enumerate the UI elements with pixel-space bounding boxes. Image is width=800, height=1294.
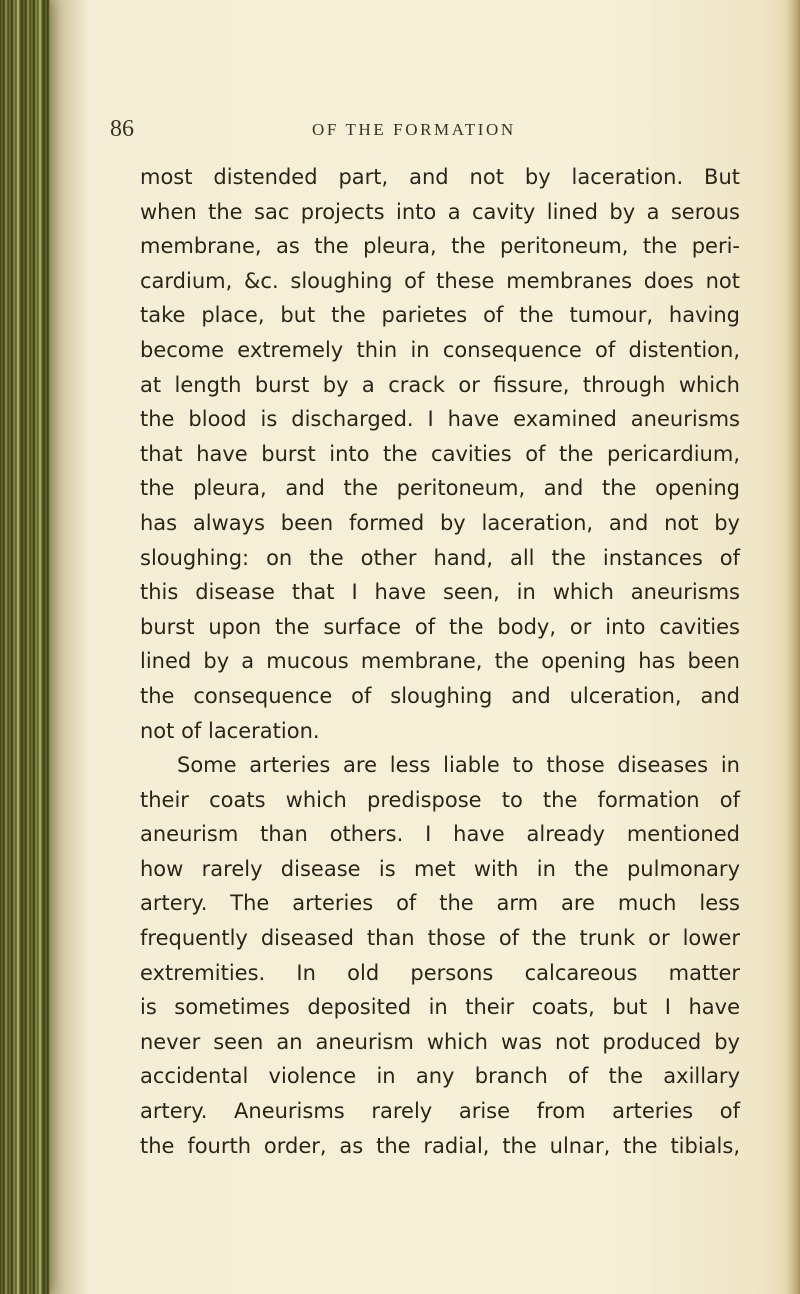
text-line: extremities. In old persons calcareous matter	[140, 960, 740, 985]
text-line: sloughing: on the other hand, all the instances of	[140, 545, 740, 570]
text-line: lined by a mucous membrane, the opening has been	[140, 649, 740, 674]
text-line: the blood is discharged. I have examined aneurisms	[140, 407, 740, 432]
text-line: how rarely disease is met with in the pulmonary	[140, 856, 740, 881]
gutter-shadow	[50, 0, 90, 1294]
text-line: burst upon the surface of the body, or into cavities	[140, 614, 740, 639]
text-line: when the sac projects into a cavity lined by a serous	[140, 199, 740, 224]
text-line: is sometimes deposited in their coats, but I have	[140, 995, 740, 1020]
book-spine	[0, 0, 50, 1294]
text-line: that have burst into the cavities of the pericardium,	[140, 441, 740, 466]
text-line: at length burst by a crack or fissure, through which	[140, 372, 740, 397]
page-number: 86	[110, 116, 134, 142]
text-line: take place, but the parietes of the tumour, having	[140, 303, 740, 328]
text-line: aneurism than others. I have already mentioned	[140, 822, 740, 847]
text-line: artery. Aneurisms rarely arise from arteries of	[140, 1099, 740, 1124]
running-head: OF THE FORMATION	[312, 120, 516, 139]
text-line: never seen an aneurism which was not produced by	[140, 1029, 740, 1054]
page-edge	[786, 0, 800, 1294]
text-line: their coats which predispose to the formation of	[140, 787, 740, 812]
text-line: the consequence of sloughing and ulceration, and	[140, 683, 740, 708]
paragraph-first-line: Some arteries are less liable to those diseases in	[177, 753, 740, 778]
text-line: cardium, &c. sloughing of these membranes does not	[140, 268, 740, 293]
text-line: not of laceration.	[140, 718, 320, 743]
text-line: the fourth order, as the radial, the ulnar, the tibials,	[140, 1133, 740, 1158]
text-line: artery. The arteries of the arm are much less	[140, 891, 740, 916]
text-line: the pleura, and the peritoneum, and the opening	[140, 476, 740, 501]
text-line: most distended part, and not by laceration. But	[140, 165, 740, 189]
text-line: become extremely thin in consequence of distention,	[140, 337, 740, 362]
text-line: has always been formed by laceration, and not by	[140, 510, 740, 535]
text-line: this disease that I have seen, in which aneurisms	[140, 580, 740, 605]
text-line: membrane, as the pleura, the peritoneum, the peri-	[140, 234, 740, 259]
text-line: accidental violence in any branch of the axillary	[140, 1064, 740, 1089]
text-line: frequently diseased than those of the trunk or lower	[140, 926, 740, 951]
body-text	[140, 160, 740, 1163]
